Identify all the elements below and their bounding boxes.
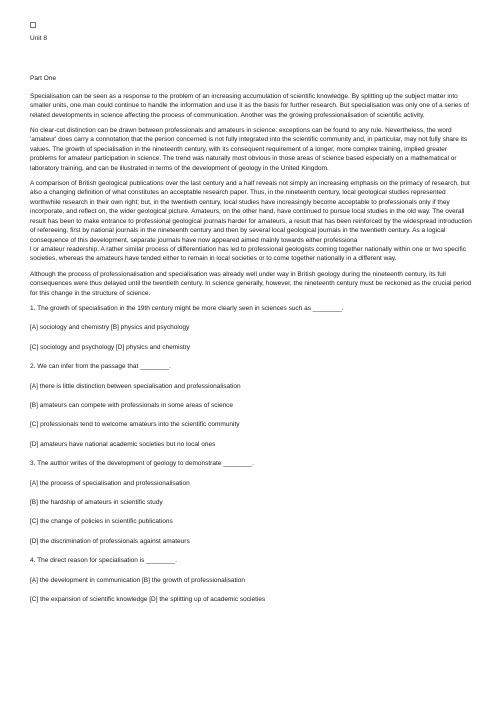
question-4 xyxy=(30,556,474,604)
part-heading: Part One xyxy=(30,75,57,83)
page-marker-icon xyxy=(30,22,36,28)
question-2 xyxy=(30,362,474,449)
paragraph-1: Specialisation can be seen as a response to the problem of an increasing accumulation of scientific knowledge. By splitting up the subject matter into smaller units, one man could continue to handle the information and use it as the basis for further research. But specialisation was only one of a series of related developments in science affecting the process of communication. Another was the growing professionalisation of scientific activity. xyxy=(30,92,469,119)
answer-option: [B] amateurs can compete with professionals in some areas of science xyxy=(30,401,234,409)
paragraph-2: No clear-cut distinction can be drawn between professionals and amateurs in science: exceptions can be found to any rule. Nevertheless, the word 'amateur' does carry a connotation that the person concerned is not fully integrated into the scientific community and, in particular, may not fully share its values. The growth of specialisation in the nineteenth century, with its consequent requirement of a longer, more complex training, implied greater problems for amateur participation in science. The trend was naturally most obvious in those areas of science based especially on a mathematical or laboratory training, and can be illustrated in terms of the development of geology in the United Kingdom. xyxy=(30,127,468,172)
answer-option: [C] the expansion of scientific knowledge [D] the splitting up of academic societies xyxy=(30,596,266,604)
question-1 xyxy=(30,304,474,352)
question-stem: 2. We can infer from the passage that ________. xyxy=(30,363,171,371)
paragraph-3-part-b: l or amateur readership. A rather similar process of differentiation has led to professional geologists coming together nationally within one or two specific societies, whereas the amateurs have tended either to remain in local societies or to come together nationally in a different way. xyxy=(30,245,466,263)
answer-option: [C] sociology and psychology [D] physics and chemistry xyxy=(30,343,191,351)
paragraph-3 xyxy=(30,179,474,264)
question-3 xyxy=(30,459,474,546)
question-stem: 1. The growth of specialisation in the 19th century might be more clearly seen in sciences such as ________. xyxy=(30,304,344,312)
paragraph-4: Although the process of professionalisation and specialisation was already well under way in British geology during the nineteenth century, its full consequences were thus delayed until the twentieth century. In science generally, however, the nineteenth century must be reckoned as the crucial period for this change in the structure of science. xyxy=(30,270,472,297)
answer-option: [B] the hardship of amateurs in scientific study xyxy=(30,499,163,506)
answer-option: [C] the change of policies in scientific publications xyxy=(30,518,173,526)
answer-option: [D] amateurs have national academic societies but no local ones xyxy=(30,440,216,448)
question-stem: 4. The direct reason for specialisation is ________. xyxy=(30,557,177,565)
answer-option: [D] the discrimination of professionals against amateurs xyxy=(30,537,190,545)
answer-option: [A] sociology and chemistry [B] physics and psychology xyxy=(30,324,190,332)
answer-option: [A] there is little distinction between specialisation and professionalisation xyxy=(30,382,241,390)
unit-heading: Unit 8 xyxy=(30,35,47,42)
answer-option: [A] the development in communication [B] the growth of professionalisation xyxy=(30,576,245,584)
question-stem: 3. The author writes of the development of geology to demonstrate ________. xyxy=(30,460,254,468)
answer-option: [A] the process of specialisation and professionalisation xyxy=(30,479,190,487)
paragraph-3-part-a: A comparison of British geological publications over the last century and a half reveals not simply an increasing emphasis on the primacy of research, but also a changing definition of what constitutes an acceptable research paper. Thus, in the nineteenth century, local geological studies represented worthwhile research in their own right; but, in the twentieth century, local studies have increasingly become acceptable to professionals only if they incorporate, and reflect on, the wider geological picture. Amateurs, on the other hand, have continued to pursue local studies in the old way. The overall result has been to make entrance to professional geological journals harder for amateurs, a result that has been reinforced by the widespread introduction of refereeing, first by national journals in the nineteenth century and then by several local geological journals in the twentieth century. As a logical consequence of this development, separate journals have now appeared aimed mainly towards either professiona xyxy=(30,180,472,244)
answer-option: [C] professionals tend to welcome amateurs into the scientific community xyxy=(30,421,240,429)
